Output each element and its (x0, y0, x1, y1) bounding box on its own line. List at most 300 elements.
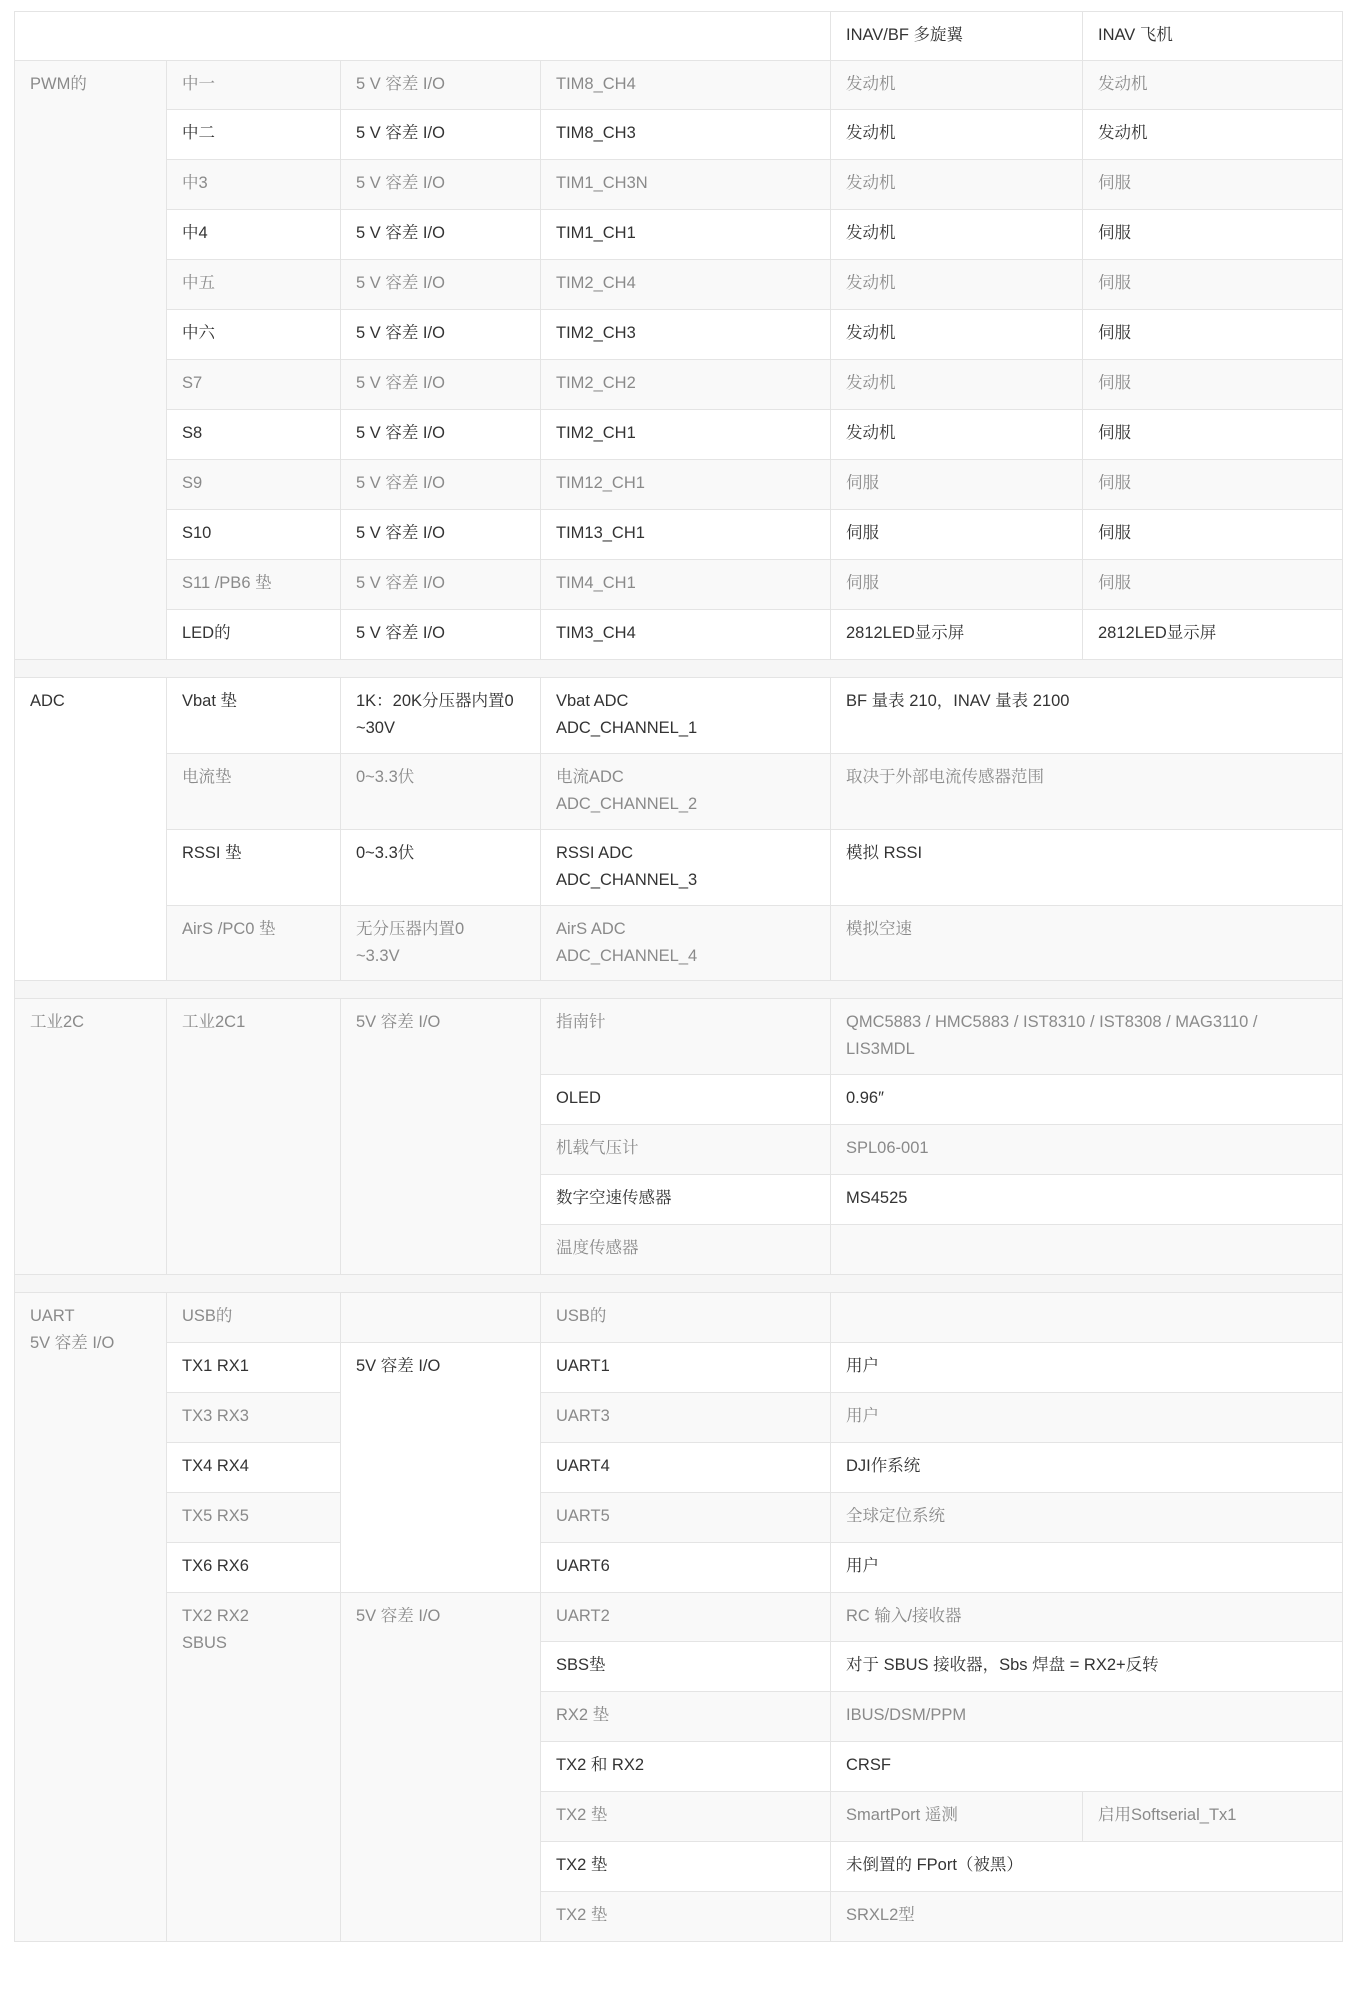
header-blank (15, 12, 831, 61)
cell-text: OLED (556, 1089, 601, 1107)
pwm-row (15, 110, 1343, 160)
table-cell (541, 1075, 831, 1125)
cell-text: 伺服 (1098, 524, 1131, 542)
cell-text: 伺服 (1098, 224, 1131, 242)
cell-text: QMC5883 / HMC5883 / IST8310 / IST8308 / MAG3110 / (846, 1013, 1258, 1031)
cell-text: INAV/BF 多旋翼 (846, 26, 964, 44)
table-cell (341, 210, 541, 260)
cell-text: 5V 容差 I/O (30, 1333, 115, 1352)
table-cell (167, 1493, 341, 1543)
table-cell (541, 360, 831, 410)
cell-text: 伺服 (1098, 424, 1131, 442)
table-cell (1083, 160, 1343, 210)
table-cell (341, 830, 541, 906)
table-cell (167, 906, 341, 981)
table-cell (541, 999, 831, 1075)
table-cell (831, 830, 1343, 906)
cell-text: USB的 (182, 1307, 233, 1325)
cell-text: RX2 垫 (556, 1706, 610, 1724)
cell-text: 发动机 (846, 224, 896, 242)
uart-row (15, 1493, 1343, 1543)
table-cell (341, 999, 541, 1275)
cell-text: 伺服 (846, 574, 879, 592)
cell-text: 发动机 (1098, 75, 1148, 93)
cell-text: TIM3_CH4 (556, 624, 636, 642)
cell-text: 发动机 (846, 324, 896, 342)
spacer-cell (15, 1275, 1343, 1293)
table-cell (541, 1125, 831, 1175)
table-cell (167, 1443, 341, 1493)
cell-text: 5 V 容差 I/O (356, 224, 445, 242)
spacer-cell (15, 981, 1343, 999)
pwm-row (15, 560, 1343, 610)
cell-text: 中二 (182, 124, 215, 142)
pwm-row (15, 210, 1343, 260)
table-cell (341, 310, 541, 360)
table-cell (831, 61, 1083, 110)
table-cell (541, 460, 831, 510)
table-cell (541, 560, 831, 610)
table-cell (831, 510, 1083, 560)
cell-text: 5 V 容差 I/O (356, 374, 445, 392)
cell-text: TX2 RX2 (182, 1607, 249, 1625)
table-cell (1083, 1792, 1343, 1842)
cell-text: TX6 RX6 (182, 1557, 249, 1575)
cell-text: 发动机 (846, 174, 896, 192)
cell-text: SmartPort 遥测 (846, 1806, 958, 1824)
cell-text: 数字空速传感器 (556, 1189, 672, 1207)
table-cell (341, 678, 541, 754)
pwm-row (15, 160, 1343, 210)
spacer-cell (15, 660, 1343, 678)
cell-text: UART3 (556, 1407, 610, 1425)
table-cell (541, 1692, 831, 1742)
cell-text: BF 量表 210，INAV 量表 2100 (846, 692, 1070, 710)
table-cell (541, 1593, 831, 1642)
table-cell (831, 1742, 1343, 1792)
table-cell (541, 1393, 831, 1443)
cell-text: 用户 (846, 1407, 879, 1425)
table-cell (1083, 460, 1343, 510)
cell-text: CRSF (846, 1756, 891, 1774)
cell-text: 5 V 容差 I/O (356, 624, 445, 642)
cell-text: 2812LED显示屏 (846, 624, 965, 642)
cell-text: 5 V 容差 I/O (356, 174, 445, 192)
cell-text: 伺服 (846, 524, 879, 542)
cell-text: 启用Softserial_Tx1 (1098, 1806, 1237, 1824)
table-cell (341, 906, 541, 981)
cell-text: UART (30, 1307, 75, 1325)
cell-text: 发动机 (846, 424, 896, 442)
cell-text: UART4 (556, 1457, 610, 1475)
cell-text: TIM4_CH1 (556, 574, 636, 592)
adc-row (15, 678, 1343, 754)
cell-text: ADC_CHANNEL_3 (556, 870, 698, 889)
section-spacer (15, 660, 1343, 678)
cell-text: 模拟空速 (846, 920, 912, 938)
cell-text: UART5 (556, 1507, 610, 1525)
table-cell (831, 260, 1083, 310)
table-cell (167, 160, 341, 210)
table-cell (167, 410, 341, 460)
table-cell (541, 510, 831, 560)
cell-text: Vbat 垫 (182, 692, 238, 710)
pwm-row (15, 310, 1343, 360)
cell-text: 0.96″ (846, 1089, 884, 1107)
cell-text: 5 V 容差 I/O (356, 274, 445, 292)
table-cell (341, 510, 541, 560)
table-cell (1083, 560, 1343, 610)
cell-text: ADC_CHANNEL_4 (556, 946, 698, 965)
cell-text: 0~3.3伏 (356, 844, 415, 862)
table-cell (541, 110, 831, 160)
uart-row (15, 1343, 1343, 1393)
table-cell (341, 1343, 541, 1593)
table-cell (167, 260, 341, 310)
cell-text: 机载气压计 (556, 1139, 639, 1157)
table-cell (831, 110, 1083, 160)
cell-text: TX2 垫 (556, 1906, 608, 1924)
table-cell (831, 1892, 1343, 1942)
table-cell (541, 1225, 831, 1275)
pwm-row (15, 510, 1343, 560)
table-cell (167, 210, 341, 260)
cell-text: 全球定位系统 (846, 1507, 945, 1525)
cell-text: 电流垫 (182, 768, 232, 786)
section-spacer (15, 981, 1343, 999)
table-cell (1083, 61, 1343, 110)
table-cell (341, 410, 541, 460)
cell-text: TIM1_CH1 (556, 224, 636, 242)
table-cell (167, 1293, 341, 1343)
table-cell (1083, 210, 1343, 260)
group-label (15, 678, 167, 981)
table-cell (1083, 360, 1343, 410)
cell-text: TX1 RX1 (182, 1357, 249, 1375)
table-cell (167, 999, 341, 1275)
table-cell (1083, 410, 1343, 460)
table-cell (831, 410, 1083, 460)
table-cell (831, 1343, 1343, 1393)
table-cell (831, 754, 1343, 830)
cell-text: 伺服 (1098, 274, 1131, 292)
table-cell (831, 1175, 1343, 1225)
cell-text: 无分压器内置0 (356, 920, 465, 938)
cell-text: 发动机 (1098, 124, 1148, 142)
table-cell (831, 460, 1083, 510)
table-cell (167, 610, 341, 660)
table-cell (1083, 610, 1343, 660)
cell-text: UART6 (556, 1557, 610, 1575)
table-cell (167, 754, 341, 830)
cell-text: 中一 (182, 75, 215, 93)
cell-text: ADC_CHANNEL_2 (556, 794, 698, 813)
table-cell (341, 260, 541, 310)
table-cell (831, 1792, 1083, 1842)
table-cell (831, 678, 1343, 754)
cell-text: MS4525 (846, 1189, 908, 1207)
table-cell (831, 1692, 1343, 1742)
cell-text: 发动机 (846, 124, 896, 142)
table-cell (541, 61, 831, 110)
table-cell (167, 61, 341, 110)
table-cell (541, 1343, 831, 1393)
table-cell (341, 460, 541, 510)
table-cell (167, 678, 341, 754)
table-cell (1083, 260, 1343, 310)
cell-text: 电流ADC (556, 768, 624, 786)
cell-text: ADC_CHANNEL_1 (556, 718, 698, 737)
table-cell (167, 310, 341, 360)
cell-text: LIS3MDL (846, 1039, 915, 1058)
cell-text: 发动机 (846, 374, 896, 392)
table-cell (1083, 310, 1343, 360)
table-cell (541, 1642, 831, 1692)
pwm-row (15, 610, 1343, 660)
cell-text: 发动机 (846, 75, 896, 93)
table-cell (541, 906, 831, 981)
cell-text: TIM8_CH3 (556, 124, 636, 142)
table-cell (167, 1593, 341, 1942)
pwm-row (15, 260, 1343, 310)
adc-row (15, 830, 1343, 906)
cell-text: AirS /PC0 垫 (182, 920, 276, 938)
cell-text: 中六 (182, 324, 215, 342)
adc-row (15, 906, 1343, 981)
cell-text: 0~3.3伏 (356, 768, 415, 786)
cell-text: 指南针 (556, 1013, 606, 1031)
cell-text: 温度传感器 (556, 1239, 639, 1257)
pwm-row (15, 460, 1343, 510)
table-cell (831, 1293, 1343, 1343)
cell-text: TIM1_CH3N (556, 174, 648, 192)
cell-text: S7 (182, 374, 203, 392)
cell-text: 伺服 (1098, 374, 1131, 392)
table-cell (341, 360, 541, 410)
cell-text: 伺服 (1098, 324, 1131, 342)
cell-text: 伺服 (1098, 574, 1131, 592)
section-spacer (15, 1275, 1343, 1293)
cell-text: IBUS/DSM/PPM (846, 1706, 967, 1724)
table-cell (541, 754, 831, 830)
cell-text: RSSI 垫 (182, 844, 242, 862)
table-cell (341, 610, 541, 660)
table-cell (541, 310, 831, 360)
cell-text: TX2 垫 (556, 1856, 608, 1874)
table-cell (1083, 110, 1343, 160)
cell-text: TX2 和 RX2 (556, 1756, 645, 1774)
cell-text: 5 V 容差 I/O (356, 424, 445, 442)
cell-text: 对于 SBUS 接收器，Sbs 焊盘 = RX2+反转 (846, 1656, 1159, 1674)
table-cell (167, 1393, 341, 1443)
table-cell (831, 1842, 1343, 1892)
table-cell (541, 830, 831, 906)
cell-text: 取决于外部电流传感器范围 (846, 768, 1044, 786)
cell-text: TIM8_CH4 (556, 75, 636, 93)
table-cell (831, 210, 1083, 260)
cell-text: TX5 RX5 (182, 1507, 249, 1525)
cell-text: 中五 (182, 274, 215, 292)
cell-text: SPL06-001 (846, 1139, 929, 1157)
cell-text: TIM2_CH1 (556, 424, 636, 442)
table-cell (831, 1075, 1343, 1125)
pwm-row (15, 360, 1343, 410)
cell-text: S8 (182, 424, 203, 442)
table-cell (541, 610, 831, 660)
i2c-row (15, 999, 1343, 1075)
table-cell (341, 160, 541, 210)
table-cell (831, 1225, 1343, 1275)
table-cell (831, 1443, 1343, 1493)
header-row (15, 12, 1343, 61)
cell-text: DJI作系统 (846, 1457, 921, 1475)
table-cell (831, 1493, 1343, 1543)
cell-text: RSSI ADC (556, 844, 634, 862)
cell-text: UART2 (556, 1607, 610, 1625)
cell-text: SBUS (182, 1633, 227, 1652)
table-cell (831, 610, 1083, 660)
cell-text: S9 (182, 474, 203, 492)
cell-text: TX3 RX3 (182, 1407, 249, 1425)
cell-text: 工业2C (30, 1013, 85, 1031)
cell-text: TIM2_CH2 (556, 374, 636, 392)
cell-text: 中3 (182, 174, 208, 192)
table-cell (831, 1393, 1343, 1443)
uart-row (15, 1543, 1343, 1593)
cell-text: TIM2_CH4 (556, 274, 636, 292)
table-cell (831, 1593, 1343, 1642)
table-cell (831, 360, 1083, 410)
cell-text: 中4 (182, 224, 208, 242)
table-cell (1083, 510, 1343, 560)
cell-text: 5V 容差 I/O (356, 1357, 441, 1375)
table-cell (167, 560, 341, 610)
cell-text: TX4 RX4 (182, 1457, 249, 1475)
cell-text: 1K：20K分压器内置0 (356, 692, 514, 710)
cell-text: INAV 飞机 (1098, 26, 1173, 44)
cell-text: 未倒置的 FPort（被黑） (846, 1856, 1023, 1874)
pwm-row (15, 410, 1343, 460)
cell-text: RC 输入/接收器 (846, 1607, 962, 1625)
cell-text: ~3.3V (356, 946, 400, 965)
cell-text: TIM2_CH3 (556, 324, 636, 342)
table-cell (541, 1742, 831, 1792)
cell-text: 5 V 容差 I/O (356, 124, 445, 142)
table-cell (167, 110, 341, 160)
cell-text: 5 V 容差 I/O (356, 524, 445, 542)
table-cell (541, 1293, 831, 1343)
table-cell (831, 999, 1343, 1075)
cell-text: SRXL2型 (846, 1906, 915, 1924)
table-cell (341, 61, 541, 110)
cell-text: 5 V 容差 I/O (356, 75, 445, 93)
table-cell (541, 1842, 831, 1892)
cell-text: 伺服 (1098, 174, 1131, 192)
cell-text: ADC (30, 692, 65, 710)
group-label (15, 1293, 167, 1942)
cell-text: 5V 容差 I/O (356, 1013, 441, 1031)
header-airplane (1083, 12, 1343, 61)
group-label (15, 61, 167, 660)
cell-text: ~30V (356, 718, 395, 737)
cell-text: TIM13_CH1 (556, 524, 645, 542)
table-cell (541, 410, 831, 460)
table-cell (831, 1125, 1343, 1175)
cell-text: 工业2C1 (182, 1013, 246, 1031)
table-cell (167, 1543, 341, 1593)
table-cell (167, 830, 341, 906)
table-cell (831, 1642, 1343, 1692)
adc-row (15, 754, 1343, 830)
cell-text: TIM12_CH1 (556, 474, 645, 492)
table-cell (541, 160, 831, 210)
pinout-table (14, 11, 1343, 1942)
cell-text: SBS垫 (556, 1656, 606, 1674)
pwm-row (15, 61, 1343, 110)
cell-text: 模拟 RSSI (846, 844, 923, 862)
uart-row (15, 1293, 1343, 1343)
uart-tx2-row (15, 1593, 1343, 1642)
table-cell (167, 360, 341, 410)
table-cell (541, 1892, 831, 1942)
uart-row (15, 1443, 1343, 1493)
cell-text: AirS ADC (556, 920, 626, 938)
table-cell (167, 510, 341, 560)
table-cell (541, 678, 831, 754)
cell-text: 伺服 (1098, 474, 1131, 492)
cell-text: 5 V 容差 I/O (356, 474, 445, 492)
table-cell (831, 560, 1083, 610)
uart-row (15, 1393, 1343, 1443)
cell-text: 5 V 容差 I/O (356, 574, 445, 592)
table-cell (541, 1493, 831, 1543)
table-cell (831, 906, 1343, 981)
cell-text: 用户 (846, 1357, 879, 1375)
header-multirotor (831, 12, 1083, 61)
cell-text: 2812LED显示屏 (1098, 624, 1217, 642)
cell-text: Vbat ADC (556, 692, 629, 710)
cell-text: PWM的 (30, 75, 87, 93)
table-cell (541, 1792, 831, 1842)
table-cell (167, 1343, 341, 1393)
table-cell (341, 754, 541, 830)
cell-text: USB的 (556, 1307, 607, 1325)
table-cell (341, 1593, 541, 1942)
table-cell (341, 110, 541, 160)
cell-text: S11 /PB6 垫 (182, 574, 272, 592)
group-label (15, 999, 167, 1275)
table-cell (167, 460, 341, 510)
cell-text: S10 (182, 524, 212, 542)
cell-text: 5V 容差 I/O (356, 1607, 441, 1625)
table-cell (341, 1293, 541, 1343)
cell-text: 用户 (846, 1557, 879, 1575)
table-cell (541, 260, 831, 310)
table-cell (541, 1175, 831, 1225)
cell-text: 5 V 容差 I/O (356, 324, 445, 342)
table-cell (541, 1543, 831, 1593)
table-cell (831, 160, 1083, 210)
cell-text: 伺服 (846, 474, 879, 492)
table-cell (831, 310, 1083, 360)
table-cell (831, 1543, 1343, 1593)
cell-text: UART1 (556, 1357, 610, 1375)
cell-text: TX2 垫 (556, 1806, 608, 1824)
cell-text: 发动机 (846, 274, 896, 292)
table-cell (541, 1443, 831, 1493)
table-cell (341, 560, 541, 610)
table-cell (541, 210, 831, 260)
